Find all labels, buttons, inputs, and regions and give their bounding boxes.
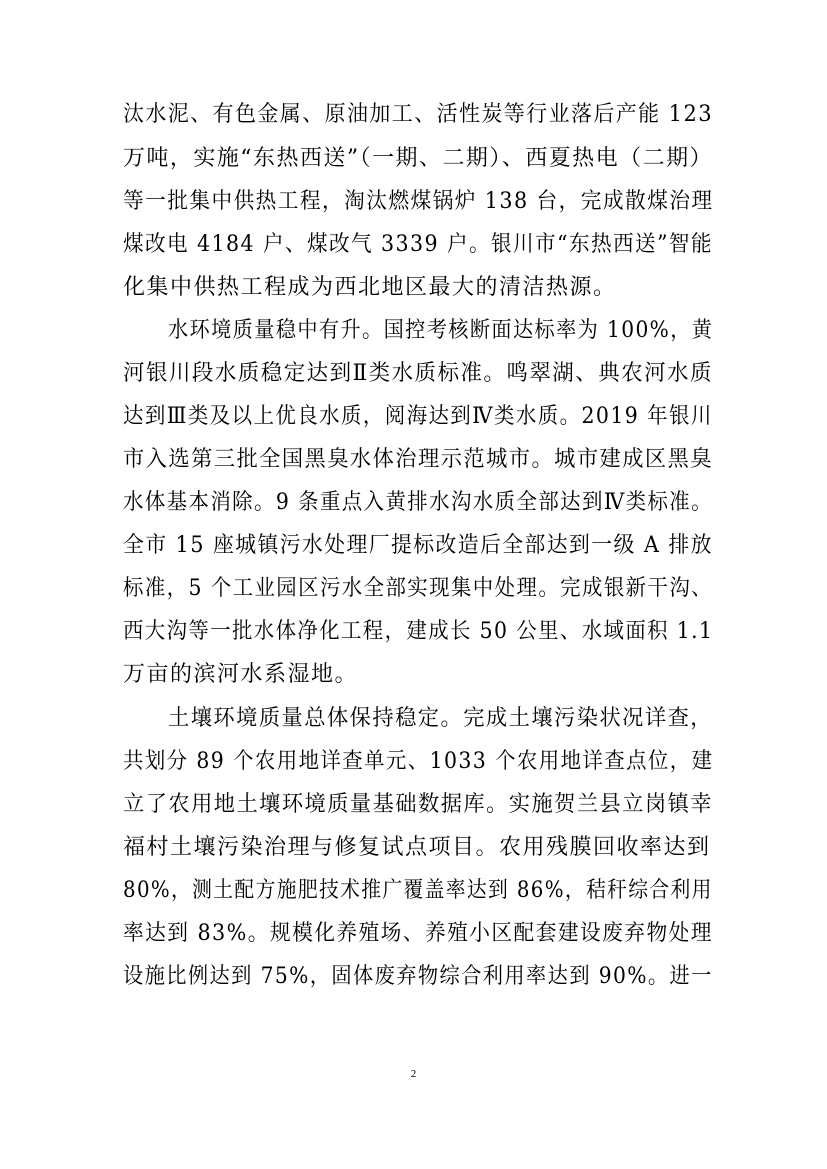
text-line: 万吨，实施“东热西送”（一期、二期）、西夏热电（二期） [123,146,713,171]
text-line: 设施比例达到 75%，固体废弃物综合利用率达到 90%。进一 [123,964,713,989]
text-line: 立了农用地土壤环境质量基础数据库。实施贺兰县立岗镇幸 [123,792,714,817]
text-line: 汰水泥、有色金属、原油加工、活性炭等行业落后产能 123 [123,102,713,127]
text-line: 率达到 83%。规模化养殖场、养殖小区配套建设废弃物处理 [123,921,713,946]
text-line: 水环境质量稳中有升。国控考核断面达标率为 100%，黄 [168,318,714,343]
text-line: 水体基本消除。9 条重点入黄排水沟水质全部达到Ⅳ类标准。 [123,490,713,515]
text-line: 煤改电 4184 户、煤改气 3339 户。银川市“东热西送”智能 [123,232,713,257]
text-line: 西大沟等一批水体净化工程，建成长 50 公里、水域面积 1.1 [123,619,714,644]
text-line: 河银川段水质稳定达到Ⅱ类水质标准。鸣翠湖、典农河水质 [123,361,713,386]
text-line: 万亩的滨河水系湿地。 [123,662,359,687]
text-line: 等一批集中供热工程，淘汰燃煤锅炉 138 台，完成散煤治理 [123,189,714,214]
text-line: 80%，测土配方施肥技术推广覆盖率达到 86%，秸秆综合利用 [123,878,713,903]
text-line: 市入选第三批全国黑臭水体治理示范城市。城市建成区黑臭 [123,447,714,472]
text-line: 共划分 89 个农用地详查单元、1033 个农用地详查点位，建 [123,749,714,774]
text-line: 达到Ⅲ类及以上优良水质，阅海达到Ⅳ类水质。2019 年银川 [123,404,713,429]
text-line: 化集中供热工程成为西北地区最大的清洁热源。 [123,275,617,300]
text-line: 土壤环境质量总体保持稳定。完成土壤污染状况详查， [168,706,714,731]
page-number: 2 [410,1068,417,1080]
text-line: 全市 15 座城镇污水处理厂提标改造后全部达到一级 A 排放 [123,533,713,558]
text-line: 福村土壤污染治理与修复试点项目。农用残膜回收率达到 [123,835,711,860]
text-line: 标准，5 个工业园区污水全部实现集中处理。完成银新干沟、 [123,576,713,601]
